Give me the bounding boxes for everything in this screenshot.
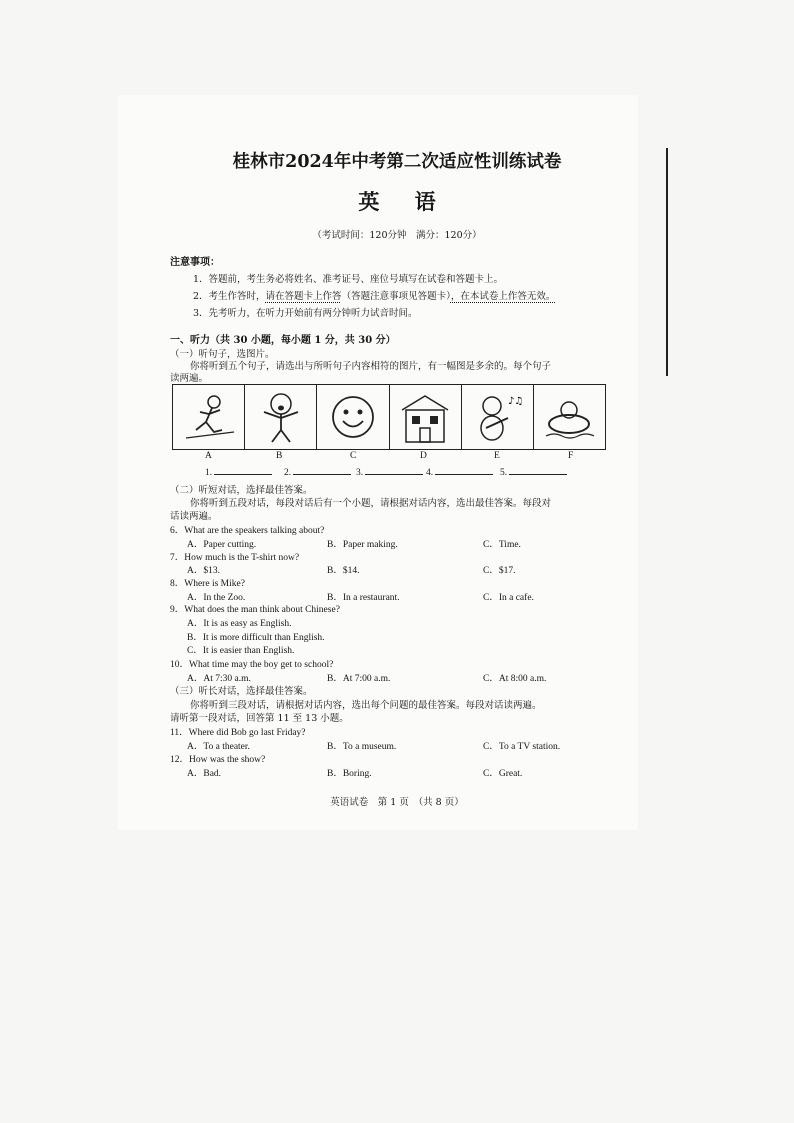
part2-instruction: 你将听到五段对话，每段对话后有一个小题，请根据对话内容，选出最佳答案。每段对	[190, 498, 552, 509]
part1-title: （一）听句子，选图片。	[170, 349, 275, 360]
picture-f	[534, 385, 605, 449]
q11-option-c[interactable]: C．To a TV station.	[483, 742, 561, 752]
picture-d	[390, 385, 462, 449]
q9-option-b[interactable]: B．It is more difficult than English.	[187, 633, 325, 643]
exam-title: 桂林市2024年中考第二次适应性训练试卷	[232, 152, 562, 172]
picture-b	[245, 385, 317, 449]
q7-option-c[interactable]: C．$17.	[483, 566, 516, 576]
notice-item-3: 3．先考听力，在听力开始前有两分钟听力试音时间。	[193, 308, 418, 319]
notice-item-2: 2．考生作答时，请在答题卡上作答（答题注意事项见答题卡），在本试卷上作答无效。	[193, 291, 556, 302]
answer-blank-2[interactable]: 2.	[284, 468, 351, 478]
picture-label-f: F	[568, 451, 574, 461]
section-heading-listening: 一、听力（共 30 小题，每小题 1 分，共 30 分）	[170, 335, 396, 346]
q10-option-b[interactable]: B．At 7:00 a.m.	[327, 674, 391, 684]
question-11: 11．Where did Bob go last Friday?	[170, 728, 306, 738]
svg-text:♪♫: ♪♫	[508, 396, 524, 407]
swimming-ring-icon	[538, 388, 600, 446]
notice-item-1: 1．答题前，考生务必将姓名、准考证号、座位号填写在试卷和答题卡上。	[193, 274, 504, 285]
part1-instruction-cont: 读两遍。	[170, 373, 209, 384]
q7-option-b[interactable]: B．$14.	[327, 566, 360, 576]
smiley-face-icon	[322, 388, 384, 446]
exam-info: （考试时间：120分钟 满分：120分）	[312, 230, 482, 241]
picture-e	[462, 385, 534, 449]
q12-option-a[interactable]: A．Bad.	[187, 769, 222, 779]
q8-option-a[interactable]: A．In the Zoo.	[187, 593, 246, 603]
part3-title: （三）听长对话，选择最佳答案。	[170, 686, 313, 697]
answer-blank-3[interactable]: 3.	[356, 468, 423, 478]
part3-instruction: 你将听到三段对话，请根据对话内容，选出每个问题的最佳答案。每段对话读两遍。	[190, 700, 542, 711]
binding-line	[666, 148, 668, 376]
q10-option-a[interactable]: A．At 7:30 a.m.	[187, 674, 251, 684]
question-6: 6．What are the speakers talking about?	[170, 526, 325, 536]
question-10: 10．What time may the boy get to school?	[170, 660, 334, 670]
picture-label-d: D	[420, 451, 427, 461]
q6-option-b[interactable]: B．Paper making.	[327, 540, 398, 550]
part2-instruction-cont: 话读两遍。	[170, 511, 218, 522]
part3-instruction-cont: 请听第一段对话，回答第 11 至 13 小题。	[170, 713, 349, 724]
picture-label-e: E	[494, 451, 500, 461]
answer-blank-4[interactable]: 4.	[426, 468, 493, 478]
q11-option-a[interactable]: A．To a theater.	[187, 742, 250, 752]
question-7: 7．How much is the T-shirt now?	[170, 553, 300, 563]
shopping-mall-icon	[394, 388, 456, 446]
picture-label-c: C	[350, 451, 357, 461]
q10-option-c[interactable]: C．At 8:00 a.m.	[483, 674, 547, 684]
part1-instruction: 你将听到五个句子，请选出与所听句子内容相符的图片，有一幅图是多余的。每个句子	[190, 361, 552, 372]
page-footer: 英语试卷 第 1 页 （共 8 页）	[330, 797, 464, 808]
q9-option-a[interactable]: A．It is as easy as English.	[187, 619, 292, 629]
q6-option-c[interactable]: C．Time.	[483, 540, 521, 550]
q7-option-a[interactable]: A．$13.	[187, 566, 220, 576]
question-12: 12．How was the show?	[170, 755, 266, 765]
q8-option-c[interactable]: C．In a cafe.	[483, 593, 534, 603]
q6-option-a[interactable]: A．Paper cutting.	[187, 540, 257, 550]
subject-title: 英 语	[358, 189, 450, 214]
picture-a	[173, 385, 245, 449]
q12-option-b[interactable]: B．Boring.	[327, 769, 372, 779]
picture-grid	[172, 384, 606, 450]
q12-option-c[interactable]: C．Great.	[483, 769, 523, 779]
question-9: 9．What does the man think about Chinese?	[170, 605, 340, 615]
q9-option-c[interactable]: C．It is easier than English.	[187, 646, 295, 656]
q11-option-b[interactable]: B．To a museum.	[327, 742, 397, 752]
boy-running-icon	[178, 388, 240, 446]
question-8: 8．Where is Mike?	[170, 579, 245, 589]
q8-option-b[interactable]: B．In a restaurant.	[327, 593, 400, 603]
answer-blank-5[interactable]: 5.	[500, 468, 567, 478]
picture-c	[317, 385, 389, 449]
answer-blank-1[interactable]: 1.	[205, 468, 272, 478]
picture-label-a: A	[205, 451, 212, 461]
picture-label-b: B	[276, 451, 283, 461]
notice-heading: 注意事项：	[170, 257, 220, 268]
boy-shouting-icon	[250, 388, 312, 446]
musician-dog-icon	[466, 388, 528, 446]
part2-title: （二）听短对话，选择最佳答案。	[170, 485, 313, 496]
